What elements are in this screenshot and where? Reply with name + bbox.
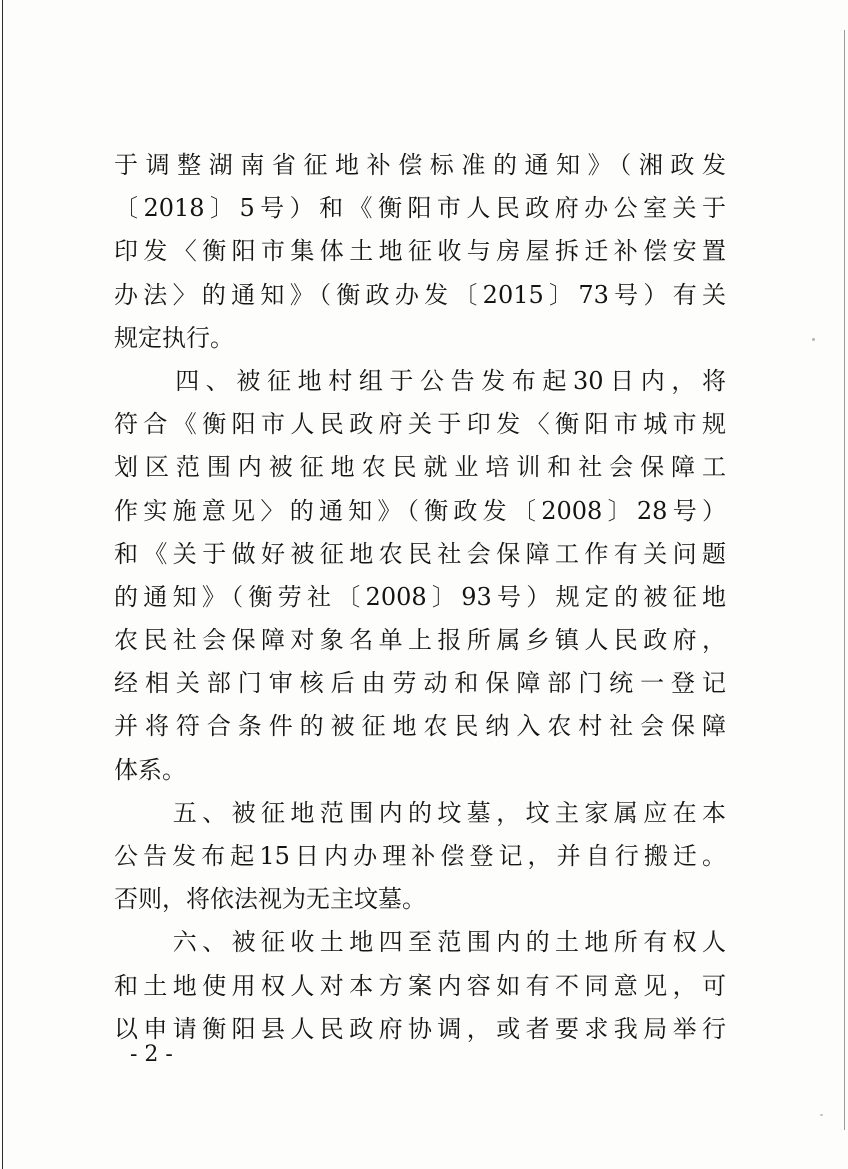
text-line: 和《关于做好被征地农民社会保障工作有关问题 xyxy=(114,539,726,568)
scan-edge-left xyxy=(2,0,3,1169)
text-line: 划区范围内被征地农民就业培训和社会保障工 xyxy=(114,453,726,482)
paragraph-6-start: 六、被征收土地四至范围内的土地所有权人 xyxy=(114,928,726,957)
text-line: 农民社会保障对象名单上报所属乡镇人民政府， xyxy=(114,626,726,655)
text-line: 办法〉的通知》（衡政办发〔2015〕73号）有关 xyxy=(114,280,726,309)
text-line: 〔2018〕5号）和《衡阳市人民政府办公室关于 xyxy=(114,194,726,223)
text-line: 和土地使用权人对本方案内容如有不同意见，可 xyxy=(114,971,726,1000)
page-number: - 2 - xyxy=(130,1042,173,1067)
text-line: 印发〈衡阳市集体土地征收与房屋拆迁补偿安置 xyxy=(114,237,726,266)
text-line: 符合《衡阳市人民政府关于印发〈衡阳市城市规 xyxy=(114,410,726,439)
text-line: 规定执行。 xyxy=(114,323,234,352)
text-line: 的通知》（衡劳社〔2008〕93号）规定的被征地 xyxy=(114,582,726,611)
text-line: 体系。 xyxy=(114,755,186,784)
text-line: 以申请衡阳县人民政府协调，或者要求我局举行 xyxy=(114,1014,726,1043)
text-line: 并将符合条件的被征地农民纳入农村社会保障 xyxy=(114,712,726,741)
paragraph-4-start: 四、被征地村组于公告发布起30日内，将 xyxy=(114,366,726,395)
text-line: 经相关部门审核后由劳动和保障部门统一登记 xyxy=(114,669,726,698)
paragraph-5-start: 五、被征地范围内的坟墓，坟主家属应在本 xyxy=(114,798,726,827)
text-line: 于调整湖南省征地补偿标准的通知》（湘政发 xyxy=(114,151,726,179)
scan-speck xyxy=(812,338,815,341)
scan-speck xyxy=(820,1114,823,1116)
text-line: 否则，将依法视为无主坟墓。 xyxy=(114,885,426,914)
body-text xyxy=(114,144,726,1051)
text-line: 公告发布起15日内办理补偿登记，并自行搬迁。 xyxy=(114,842,726,870)
text-line: 作实施意见〉的通知》（衡政发〔2008〕28号） xyxy=(114,496,726,525)
scan-edge-right xyxy=(844,30,845,1130)
